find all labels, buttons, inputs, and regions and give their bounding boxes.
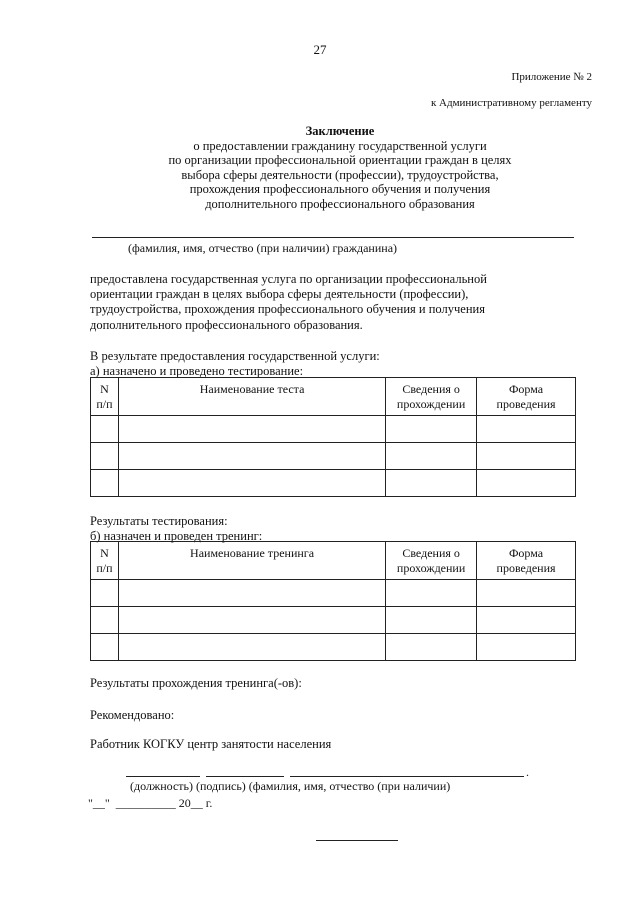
paragraph-line: дополнительного профессионального образования. (90, 317, 363, 332)
tests-subtitle: а) назначено и проведено тестирование: (90, 363, 304, 378)
table-header-row (91, 542, 576, 580)
trainings-table (90, 541, 576, 661)
title-heading: Заключение (305, 124, 375, 138)
document-title (60, 124, 620, 212)
table-header-row (91, 378, 576, 416)
column-header-completion: Сведения о прохождении (386, 378, 477, 416)
table-row (91, 634, 576, 661)
citizen-name-caption: (фамилия, имя, отчество (при наличии) гражданина) (128, 241, 398, 255)
paragraph-line: трудоустройства, прохождения профессионального обучения и получения (90, 302, 485, 317)
testing-results (90, 514, 262, 543)
title-line: о предоставлении гражданину государственной услуги (193, 138, 487, 153)
worker-label: Работник КОГКУ центр занятости населения (90, 737, 332, 751)
table-row (91, 580, 576, 607)
tests-table (90, 377, 576, 497)
results-intro (90, 349, 380, 378)
page-number: 27 (313, 42, 327, 57)
trainings-subtitle: б) назначен и проведен тренинг: (90, 528, 263, 543)
reglament-label: к Административному регламенту (430, 97, 592, 109)
title-line: по организации профессиональной ориентации граждан в целях (168, 153, 512, 168)
training-results-label: Результаты прохождения тренинга(-ов): (90, 676, 302, 690)
service-paragraph (90, 272, 610, 333)
appendix-label: Приложение № 2 (511, 71, 592, 83)
column-header-completion: Сведения о прохождении (386, 542, 477, 580)
column-header-training-name: Наименование тренинга (118, 542, 385, 580)
position-line (126, 776, 200, 777)
citizen-name-line (92, 237, 574, 238)
signature-caption: (должность) (подпись) (фамилия, имя, отчество (при наличии) (130, 779, 451, 793)
signature-line (206, 776, 284, 777)
paragraph-line: предоставлена государственная услуга по организации профессиональной (90, 272, 487, 286)
paragraph-line: ориентации граждан в целях выбора сферы деятельности (профессии), (90, 287, 469, 302)
full-name-line (290, 776, 524, 777)
title-line: выбора сферы деятельности (профессии), трудоустройства, (181, 167, 499, 182)
table-row (91, 470, 576, 497)
table-row (91, 416, 576, 443)
date-line: "__" __________ 20__ г. (88, 796, 213, 810)
title-line: прохождения профессионального обучения и получения (189, 182, 491, 197)
column-header-form: Форма проведения (477, 378, 576, 416)
results-intro-text: В результате предоставления государственной услуги: (90, 349, 380, 363)
column-header-number: N п/п (91, 378, 119, 416)
table-row (91, 607, 576, 634)
column-header-number: N п/п (91, 542, 119, 580)
title-line: дополнительного профессионального образования (205, 196, 475, 211)
table-row (91, 443, 576, 470)
column-header-test-name: Наименование теста (118, 378, 385, 416)
signature-trailing-dot: . (526, 765, 529, 779)
bottom-rule (316, 840, 398, 841)
testing-results-label: Результаты тестирования: (90, 514, 228, 528)
recommended-label: Рекомендовано: (90, 708, 175, 722)
column-header-form: Форма проведения (477, 542, 576, 580)
